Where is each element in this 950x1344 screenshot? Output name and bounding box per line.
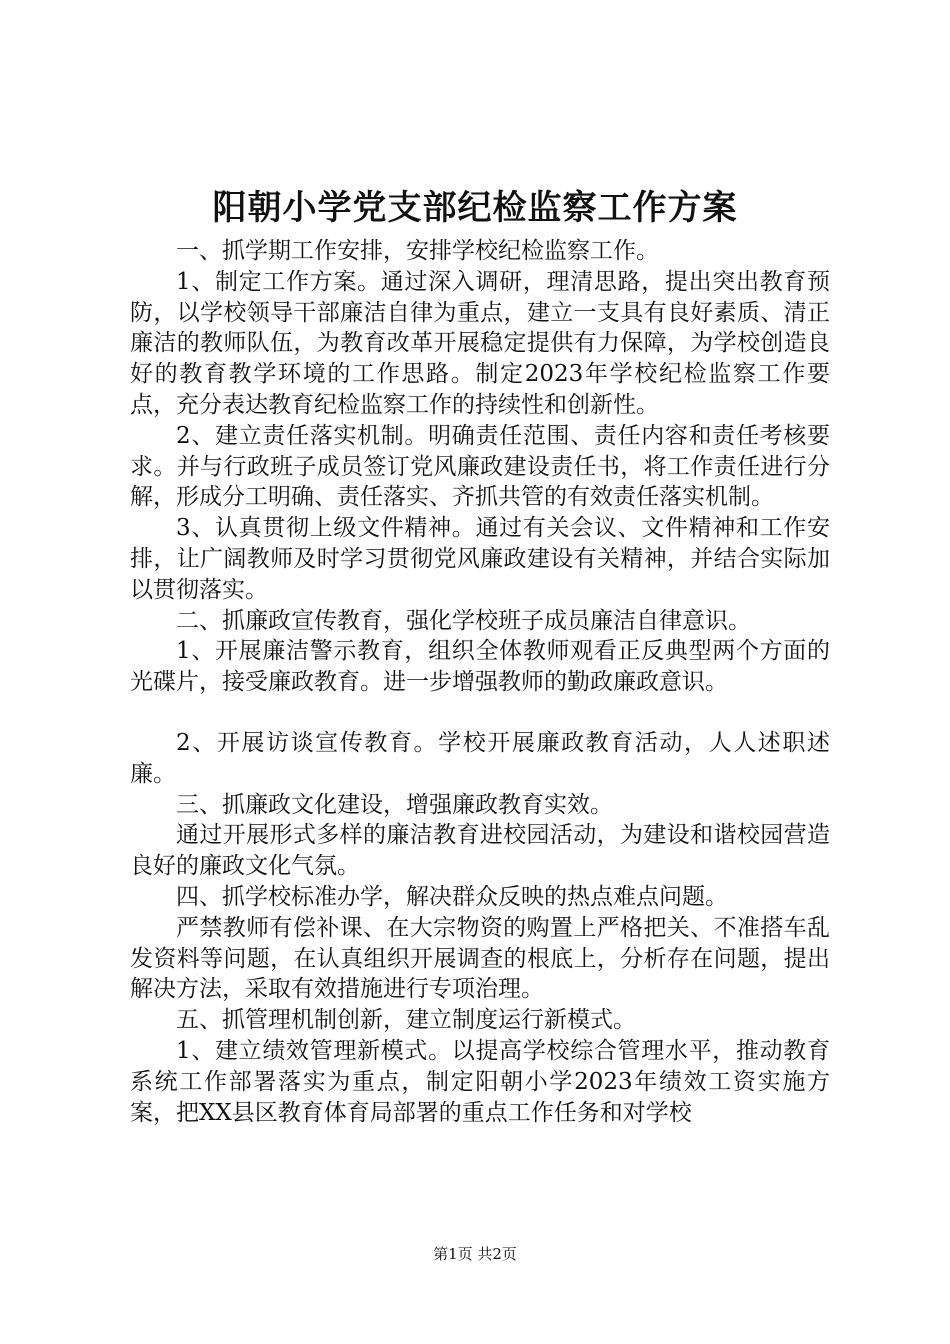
heading-section-5: 五、抓管理机制创新，建立制度运行新模式。 [176, 1007, 636, 1034]
page-footer: 第1页 共2页 [433, 1245, 517, 1263]
paragraph-warning-education: 1、开展廉洁警示教育，组织全体教师观看正反典型两个方面的光碟片，接受廉政教育。进一步增强教师的勤政廉政意识。 [130, 638, 830, 696]
paragraph-implement-documents: 3、认真贯彻上级文件精神。通过有关会议、文件精神和工作安排，让广阔教师及时学习贯彻党风廉政建设有关精神，并结合实际加以贯彻落实。 [130, 515, 830, 603]
paragraph-interview-education: 2、开展访谈宣传教育。学校开展廉政教育活动，人人述职述廉。 [130, 729, 830, 787]
paragraph-work-plan: 1、制定工作方案。通过深入调研，理清思路，提出突出教育预防，以学校领导干部廉洁自律为重点，建立一支具有良好素质、清正廉洁的教师队伍，为教育改革开展稳定提供有力保障，为学校创造良好的教育教学环境的工作思路。制定2023年学校纪检监察工作要点，充分表达教育纪检监察工作的持续性和创新性。 [130, 268, 830, 418]
heading-section-3: 三、抓廉政文化建设，增强廉政教育实效。 [176, 791, 613, 818]
paragraph-performance-management: 1、建立绩效管理新模式。以提高学校综合管理水平，推动教育系统工作部署落实为重点，制定阳朝小学2023年绩效工资实施方案，把XX县区教育体育局部署的重点工作任务和对学校 [130, 1037, 830, 1126]
paragraph-integrity-culture: 通过开展形式多样的廉洁教育进校园活动，为建设和谐校园营造良好的廉政文化气氛。 [130, 822, 830, 880]
heading-section-2: 二、抓廉政宣传教育，强化学校班子成员廉洁自律意识。 [176, 607, 751, 634]
document-title: 阳朝小学党支部纪检监察工作方案 [212, 188, 738, 228]
document-body [130, 236, 830, 1128]
paragraph-standard-schooling: 严禁教师有偿补课、在大宗物资的购置上严格把关、不准搭车乱发资料等问题，在认真组织开展调查的根底上，分析存在问题，提出解决方法，采取有效措施进行专项治理。 [130, 914, 830, 1003]
paragraph-responsibility: 2、建立责任落实机制。明确责任范围、责任内容和责任考核要求。并与行政班子成员签订党风廉政建设责任书，将工作责任进行分解，形成分工明确、责任落实、齐抓共管的有效责任落实机制。 [130, 422, 830, 511]
heading-section-1: 一、抓学期工作安排，安排学校纪检监察工作。 [176, 238, 659, 264]
heading-section-4: 四、抓学校标准办学，解决群众反映的热点难点问题。 [176, 883, 728, 910]
